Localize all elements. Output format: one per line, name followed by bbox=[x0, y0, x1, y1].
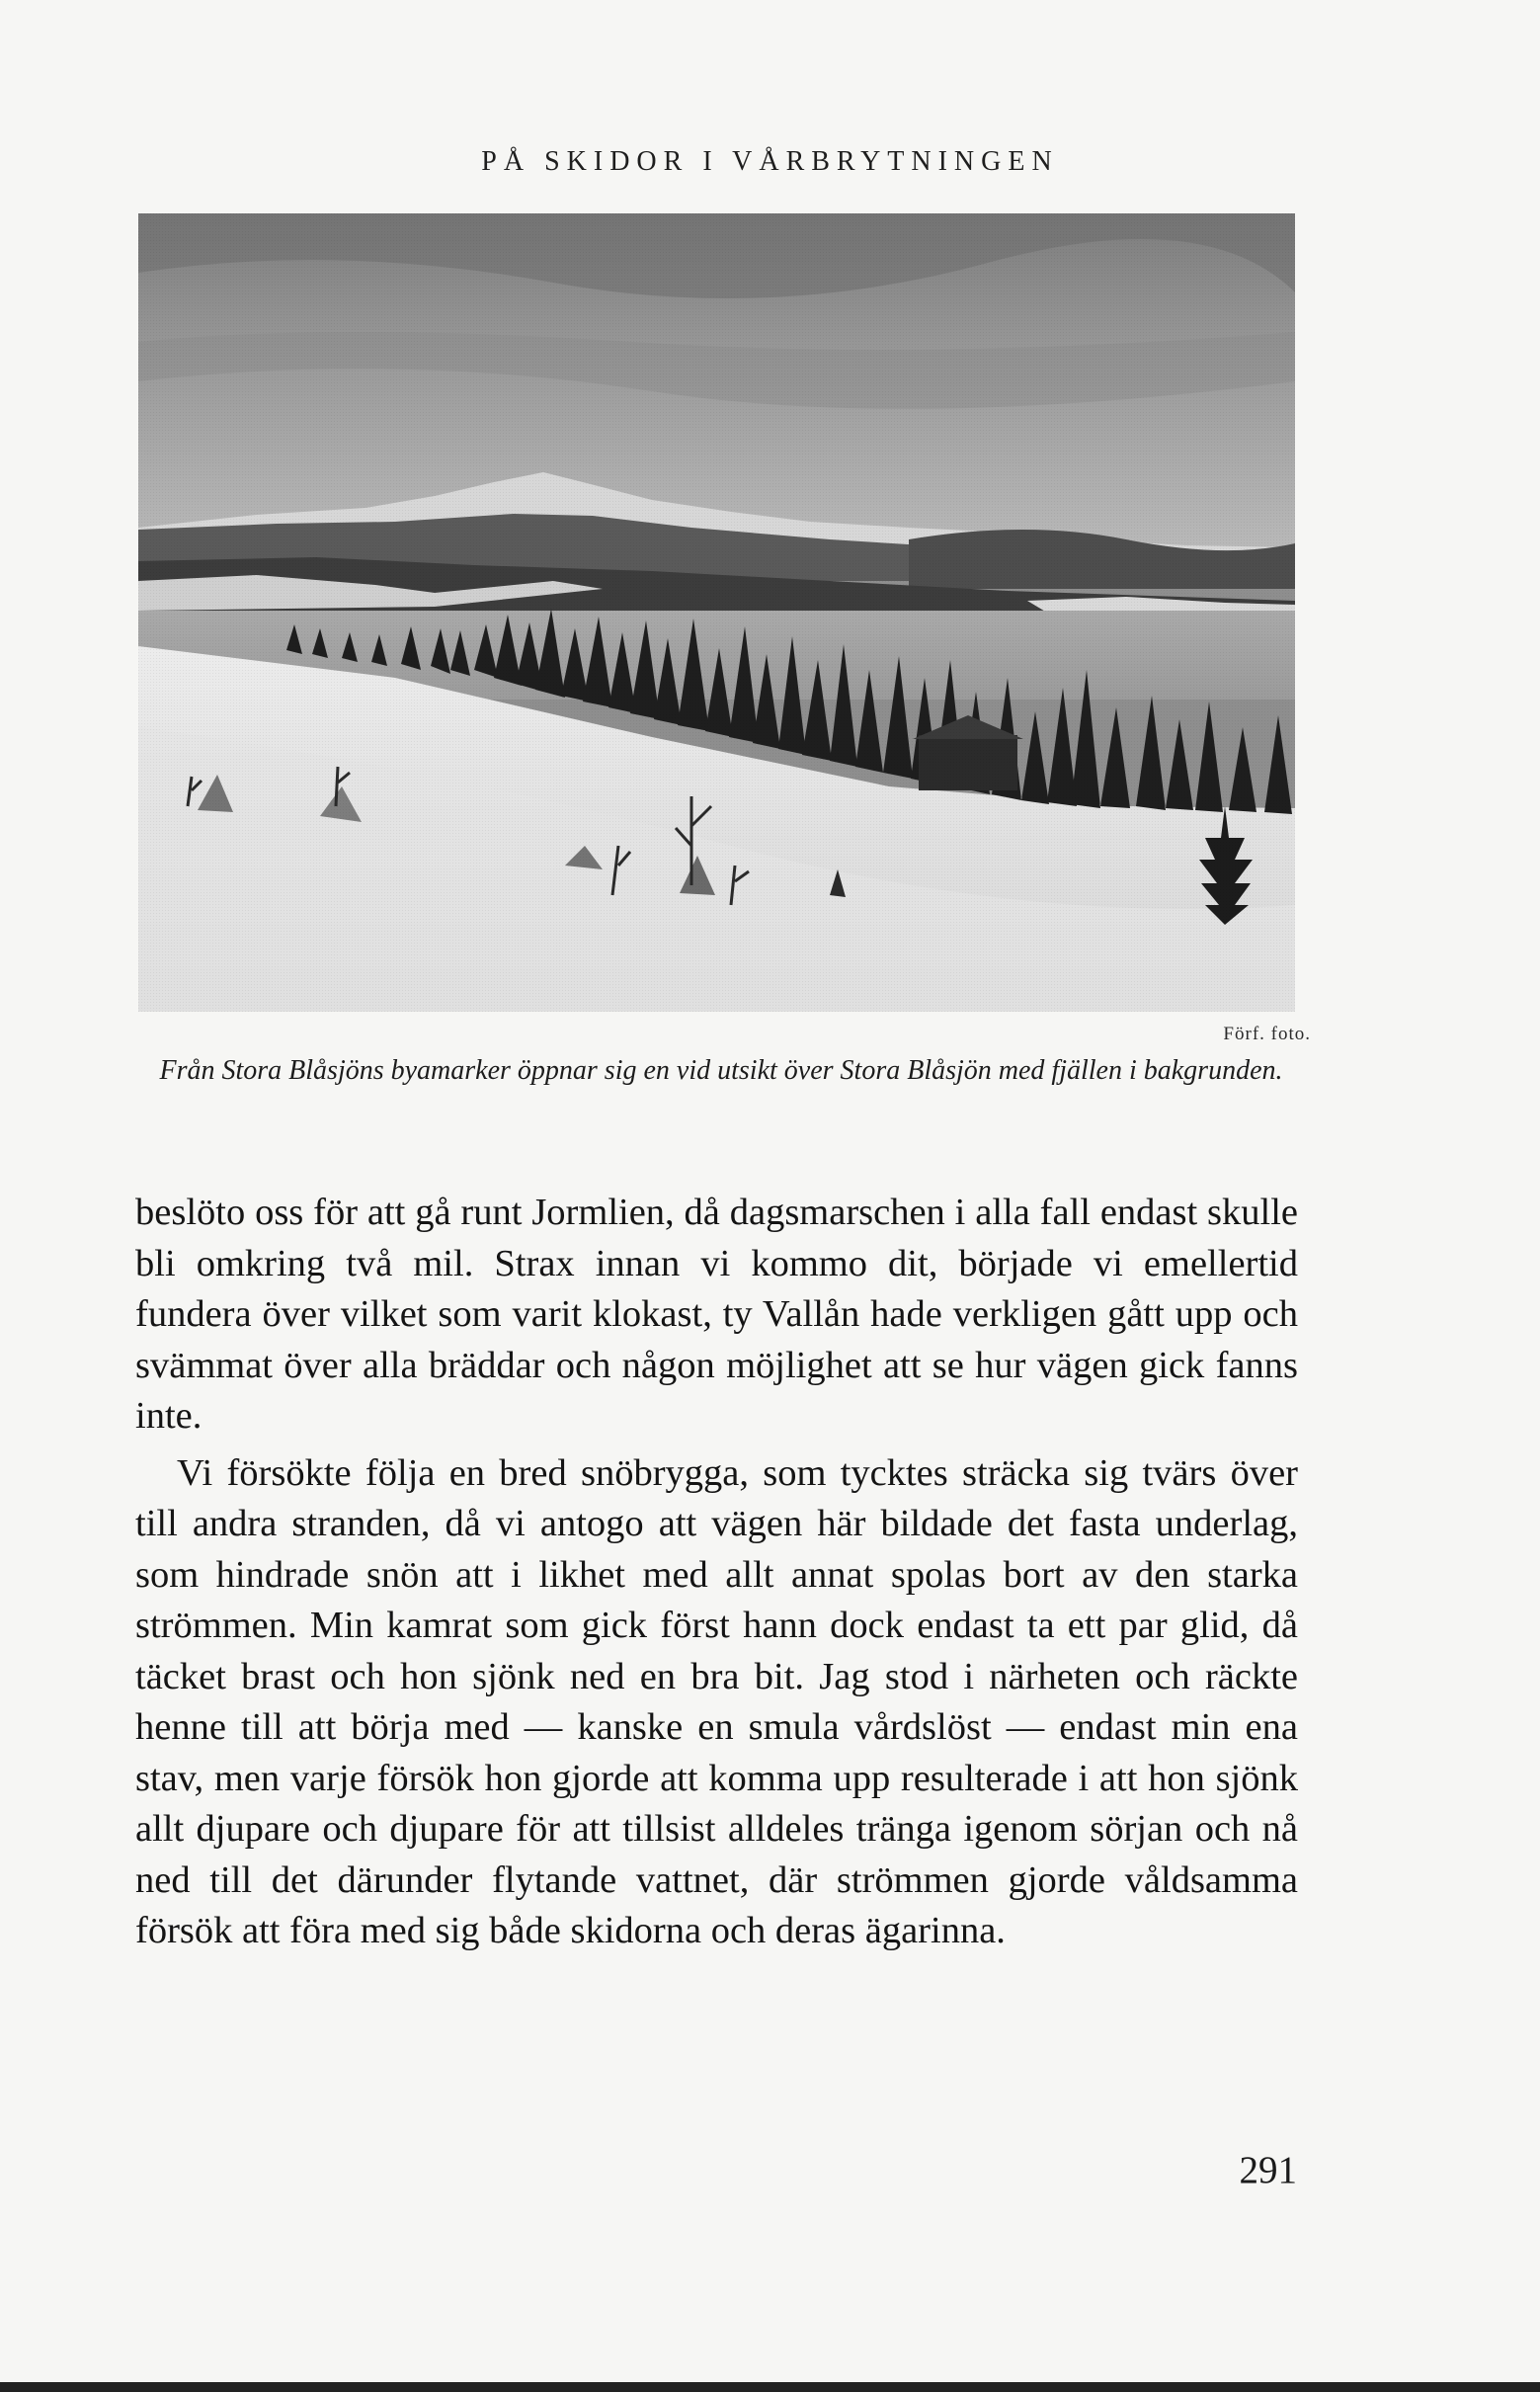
photo-credit: Förf. foto. bbox=[1223, 1024, 1311, 1044]
page-number: 291 bbox=[1239, 2149, 1297, 2191]
running-head: PÅ SKIDOR I VÅRBRYTNINGEN bbox=[481, 146, 1059, 177]
paragraph-1: beslöto oss för att gå runt Jormlien, då dagsmarschen i alla fall endast skulle bli omkring två mil. Strax innan vi kommo dit, började vi emellertid fundera över vilket som varit klokast, ty Vallån hade verkligen gått upp och svämmat över alla bräddar och någon möjlighet att se hur vägen gick fanns inte. bbox=[135, 1192, 1298, 1437]
winter-landscape-illustration bbox=[138, 213, 1295, 1012]
body-text bbox=[135, 1188, 1298, 1957]
scan-edge bbox=[0, 2382, 1540, 2392]
landscape-photo bbox=[138, 213, 1295, 1012]
photo-caption: Från Stora Blåsjöns byamarker öppnar sig en vid utsikt över Stora Blåsjön med fjällen i bakgrunden. bbox=[159, 1055, 1283, 1086]
paragraph-2: Vi försökte följa en bred snöbrygga, som tycktes sträcka sig tvärs över till andra stranden, då vi antogo att vägen här bildade det fasta underlag, som hindrade snön att i likhet med allt annat spolas bort av den starka strömmen. Min kamrat som gick först hann dock endast ta ett par glid, då täcket brast och hon sjönk ned en bra bit. Jag stod i närheten och räckte henne till att börja med — kanske en smula vårdslöst — endast min ena stav, men varje försök hon gjorde att komma upp resulterade i att hon sjönk allt djupare och djupare för att tillsist alldeles tränga igenom sörjan och nå ned till det därunder flytande vattnet, där strömmen gjorde våldsamma försök att föra med sig både skidorna och deras ägarinna. bbox=[135, 1451, 1298, 1951]
